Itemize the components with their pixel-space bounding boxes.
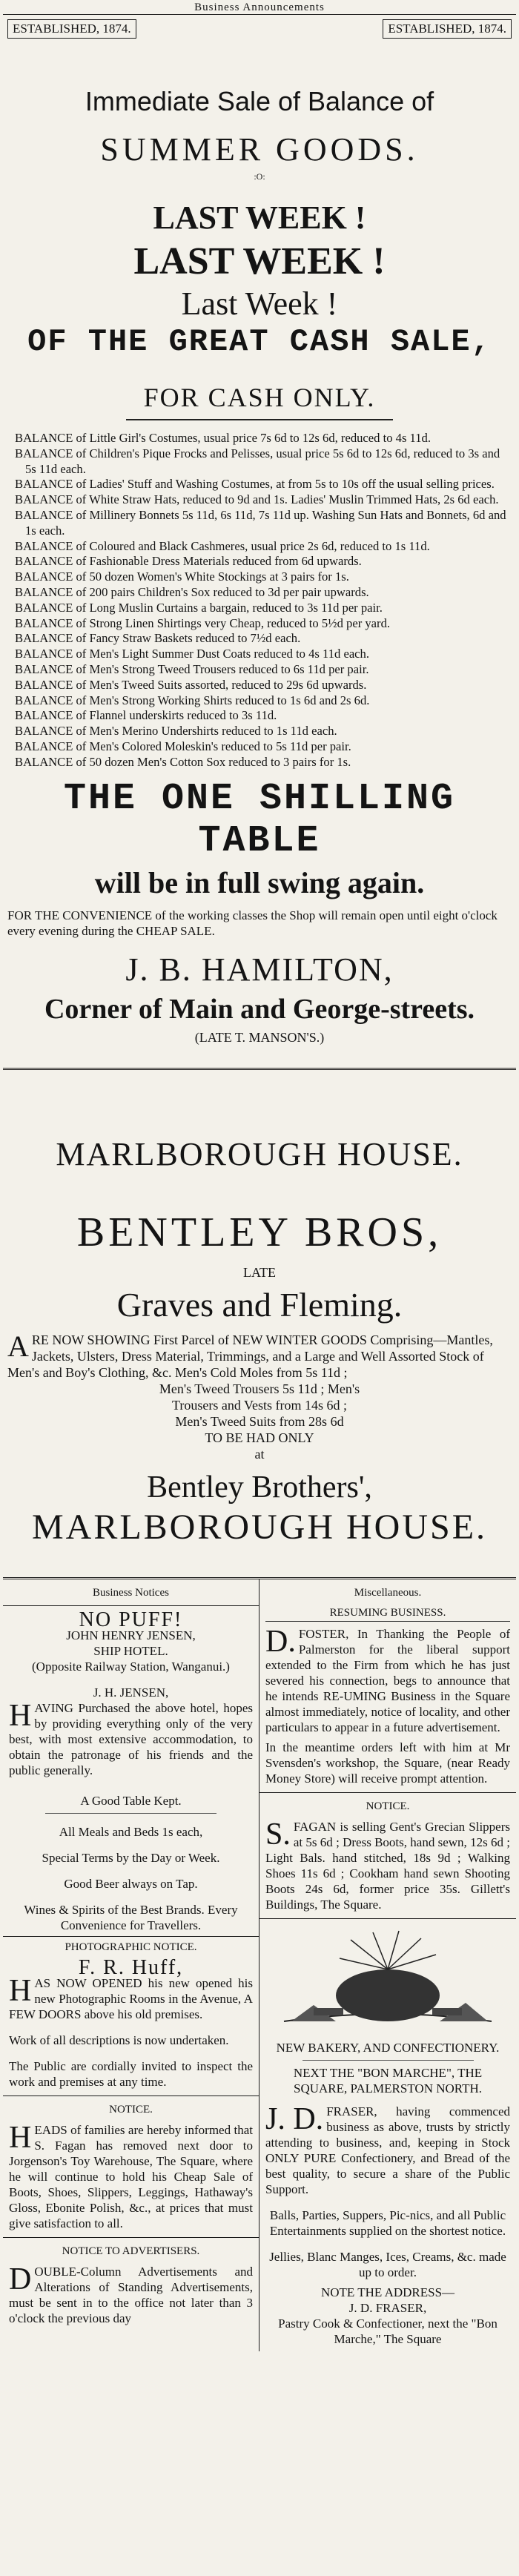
graves-fleming: Graves and Fleming. xyxy=(116,1285,403,1324)
balance-item: BALANCE of Flannel underskirts reduced to 3s 11d. xyxy=(15,708,277,723)
late-manson: (LATE T. MANSON'S.) xyxy=(194,1029,325,1045)
adv-text: OUBLE-Column Advertisements and Alterations of Standing Advertisements, must be sent in to the office not later than 3 o'clock the previous day xyxy=(9,2264,253,2325)
late-label: LATE xyxy=(243,1264,276,1280)
two-columns xyxy=(3,1577,516,2351)
opposite: (Opposite Railway Station, Wanganui.) xyxy=(32,1659,230,1674)
last-week-3: Last Week ! xyxy=(181,285,338,322)
drop-cap-d: D xyxy=(9,2262,32,2296)
drop-cap-h: H xyxy=(9,1698,32,1733)
drop-cap-jd: J. D. xyxy=(265,2101,324,2136)
shilling-table: THE ONE SHILLING TABLE xyxy=(63,777,456,862)
good-table: A Good Table Kept. xyxy=(80,1793,182,1808)
balance-item: BALANCE of Men's Light Summer Dust Coats reduced to 4s 11d each. xyxy=(15,647,369,661)
bakery-title: NEW BAKERY, AND CONFECTIONERY. xyxy=(276,2040,500,2055)
balance-item: BALANCE of Millinery Bonnets 5s 11d, 6s 11d, 7s 11d up. Washing Sun Hats and Bonnets, 6d and 1s each. xyxy=(15,507,506,538)
last-week-2: LAST WEEK ! xyxy=(133,240,386,283)
balance-item: BALANCE of Fashionable Dress Materials reduced from 6d upwards. xyxy=(15,554,362,569)
hamilton-name: J. B. HAMILTON, xyxy=(125,951,394,988)
bentley-bros: BENTLEY BROS, xyxy=(76,1209,443,1255)
hamilton-address: Corner of Main and George-streets. xyxy=(44,993,475,1025)
jensen-name: JOHN HENRY JENSEN, xyxy=(66,1628,196,1642)
for-cash-only: FOR CASH ONLY. xyxy=(143,383,376,412)
pastry-line: Pastry Cook & Confectioner, next the "Bon Marche," The Square xyxy=(278,2316,497,2346)
established-row xyxy=(0,15,519,43)
next-bon-marche: NEXT THE "BON MARCHE", THE SQUARE, PALMERSTON NORTH. xyxy=(293,2065,483,2096)
work-text: Work of all descriptions is now undertaken. xyxy=(9,2032,229,2047)
public-text: The Public are cordially invited to inspect the work and premises at any time. xyxy=(9,2058,253,2089)
divider: :O: xyxy=(254,171,265,182)
now-showing xyxy=(0,1329,519,1381)
bentley-brothers: Bentley Brothers', xyxy=(147,1470,372,1505)
resuming-head: RESUMING BUSINESS. xyxy=(265,1605,510,1622)
balance-item: BALANCE of Ladies' Stuff and Washing Costumes, at from 5s to 10s off the usual selling prices. xyxy=(15,477,495,492)
balance-item: BALANCE of 50 dozen Men's Cotton Sox reduced to 3 pairs for 1s. xyxy=(15,754,351,769)
ship-hotel: SHIP HOTEL. xyxy=(93,1643,168,1658)
left-column xyxy=(3,1579,260,2351)
balance-item: BALANCE of Long Muslin Curtains a bargain, reduced to 3s 11d per pair. xyxy=(15,600,383,615)
convenience-note: FOR THE CONVENIENCE of the working classes the Shop will remain open until eight o'clock every evening during the CHEAP SALE. xyxy=(7,908,497,938)
photo-head: PHOTOGRAPHIC NOTICE. xyxy=(65,1941,197,1953)
sale-line-1: Immediate Sale of Balance of xyxy=(85,86,434,116)
wines: Wines & Spirits of the Best Brands. Every Convenience for Travellers. xyxy=(24,1902,238,1932)
balance-item: BALANCE of Fancy Straw Baskets reduced to 7½d each. xyxy=(15,631,301,646)
showing-text: RE NOW SHOWING First Parcel of NEW WINTER GOODS Comprising—Mantles, Jackets, Ulsters, Dress Material, Trimmings, and a Large and Well Assorted Stock of Men's and Boy's Clothing, &c. Men's Cold Moles from 5s 11d ; xyxy=(7,1332,493,1380)
short-rule xyxy=(126,419,393,420)
balance-item: BALANCE of Men's Strong Working Shirts reduced to 1s 6d and 2s 6d. xyxy=(15,693,370,707)
jensen-ad xyxy=(3,1605,259,1937)
adv-head: NOTICE TO ADVERTISERS. xyxy=(62,2245,200,2257)
balance-item: BALANCE of Coloured and Black Cashmeres, usual price 2s 6d, reduced to 1s 11d. xyxy=(15,538,430,553)
huff-name: F. R. Huff, xyxy=(78,1955,184,1979)
balance-item: BALANCE of Men's Tweed Suits assorted, reduced to 29s 6d upwards. xyxy=(15,677,367,692)
right-column xyxy=(260,1579,516,2351)
balance-item: BALANCE of White Straw Hats, reduced to 9d and 1s. Ladies' Muslin Trimmed Hats, 2s 6d each. xyxy=(15,492,499,507)
marlborough-house: MARLBOROUGH HOUSE. xyxy=(31,1507,488,1547)
double-rule xyxy=(3,1068,516,1070)
note-address: NOTE THE ADDRESS— xyxy=(320,2285,455,2299)
last-week-1: LAST WEEK ! xyxy=(153,199,366,236)
huff-text: AS NOW OPENED his new opened his new Photographic Rooms in the Avenue, A FEW DOORS above his old premises. xyxy=(9,1975,253,2021)
wheat-woodcut-illustration xyxy=(265,1925,510,2036)
left-section-title: Business Notices xyxy=(93,1586,169,1599)
balance-list xyxy=(15,431,519,770)
no-puff: NO PUFF! xyxy=(79,1608,183,1631)
jhj: J. H. JENSEN, xyxy=(93,1685,169,1700)
balls: Balls, Parties, Suppers, Pic-nics, and all Public Entertainments supplied on the shortest notice. xyxy=(269,2207,506,2238)
notice-head: NOTICE. xyxy=(109,2103,153,2116)
showing-line: Men's Tweed Trousers 5s 11d ; Men's xyxy=(159,1381,360,1396)
drop-cap-a: A xyxy=(7,1329,29,1363)
balance-item: BALANCE of 200 pairs Children's Sox reduced to 3d per pair upwards. xyxy=(15,584,369,599)
fagan-text: FAGAN is selling Gent's Grecian Slippers at 5s 6d ; Dress Boots, hand sewn, 12s 6d ; Light Bals. hand stitched, 18s 9d ; Walking Shoes 11s 6d ; Cookham hand sewn Shooting Boots 24s 6d, former price 35s. Gillett's Buildings, The Square. xyxy=(265,1819,510,1912)
great-cash-sale: OF THE GREAT CASH SALE, xyxy=(27,324,492,360)
fraser-name: J. D. FRASER, xyxy=(348,2300,427,2315)
balance-item: BALANCE of Children's Pique Frocks and Pelisses, usual price 5s 6d to 12s 6d, reduced to 3s and 5s 11d each. xyxy=(15,446,500,476)
balance-item: BALANCE of 50 dozen Women's White Stockings at 3 pairs for 1s. xyxy=(15,569,349,584)
notice-head-2: NOTICE. xyxy=(366,1800,410,1812)
balance-item: BALANCE of Little Girl's Costumes, usual price 7s 6d to 12s 6d, reduced to 4s 11d. xyxy=(15,431,431,445)
full-swing: will be in full swing again. xyxy=(94,865,425,899)
showing-line: Men's Tweed Suits from 28s 6d xyxy=(175,1413,344,1429)
balance-item: BALANCE of Men's Colored Moleskin's reduced to 5s 11d per pair. xyxy=(15,739,351,753)
special-terms: Special Terms by the Day or Week. xyxy=(42,1850,220,1865)
having-text: AVING Purchased the above hotel, hopes by providing everything only of the very best, with most extensive accommodation, to obtain the patronage of his friends and the public generally. xyxy=(9,1700,253,1777)
summer-goods: SUMMER GOODS. xyxy=(100,131,419,168)
foster-text: FOSTER, In Thanking the People of Palmerston for the liberal support extended to the Firm from which he has just severed his connection, begs to announce that he intends RE-UMING Business in the Square almost immediately, notice of locality, and other particulars to appear in a future advertisement. xyxy=(265,1626,510,1734)
balance-item: BALANCE of Men's Strong Tweed Trousers reduced to 6s 11d per pair. xyxy=(15,661,369,676)
showing-line: TO BE HAD ONLY xyxy=(205,1430,314,1445)
drop-cap-h2: H xyxy=(9,1973,32,2008)
balance-item: BALANCE of Men's Merino Undershirts reduced to 1s 11d each. xyxy=(15,724,337,739)
meantime-text: In the meantime orders left with him at Mr Svensden's workshop, the Square, (near Ready Money Store) will receive prompt attention. xyxy=(265,1740,510,1786)
notice-text: EADS of families are hereby informed that S. Fagan has removed next door to Jorgenson's Toy Warehouse, The Square, where he will continue to hold his Cheap Sale of Boots, Shoes, Slippers, Leggings, Hathaway's Gloss, Ebonite Polish, &c., at prices that must give satisfaction to all. xyxy=(9,2122,253,2230)
good-beer: Good Beer always on Tap. xyxy=(64,1876,198,1891)
drop-cap-h3: H xyxy=(9,2120,32,2155)
marlborough-title: MARLBOROUGH HOUSE. xyxy=(56,1135,463,1172)
showing-lines xyxy=(0,1381,519,1462)
drop-cap-d2: D. xyxy=(265,1624,296,1659)
established-left: ESTABLISHED, 1874. xyxy=(7,19,136,39)
jellies: Jellies, Blanc Manges, Ices, Creams, &c. made up to order. xyxy=(269,2249,506,2279)
showing-line: at xyxy=(254,1446,265,1462)
right-section-title: Miscellaneous. xyxy=(354,1586,422,1599)
established-right: ESTABLISHED, 1874. xyxy=(383,19,512,39)
balance-item: BALANCE of Strong Linen Shirtings very Cheap, reduced to 5½d per yard. xyxy=(15,615,391,630)
fraser-text: FRASER, having commenced business as above, trusts by strictly attending to business, and, keeping in Stock ONLY PURE Confectionery, and Bread of the best quality, to secure a share of the Public Support. xyxy=(265,2104,510,2196)
drop-cap-s: S. xyxy=(265,1817,291,1852)
meals: All Meals and Beds 1s each, xyxy=(59,1824,203,1839)
section-header: Business Announcements xyxy=(194,1,325,13)
showing-line: Trousers and Vests from 14s 6d ; xyxy=(171,1397,347,1413)
